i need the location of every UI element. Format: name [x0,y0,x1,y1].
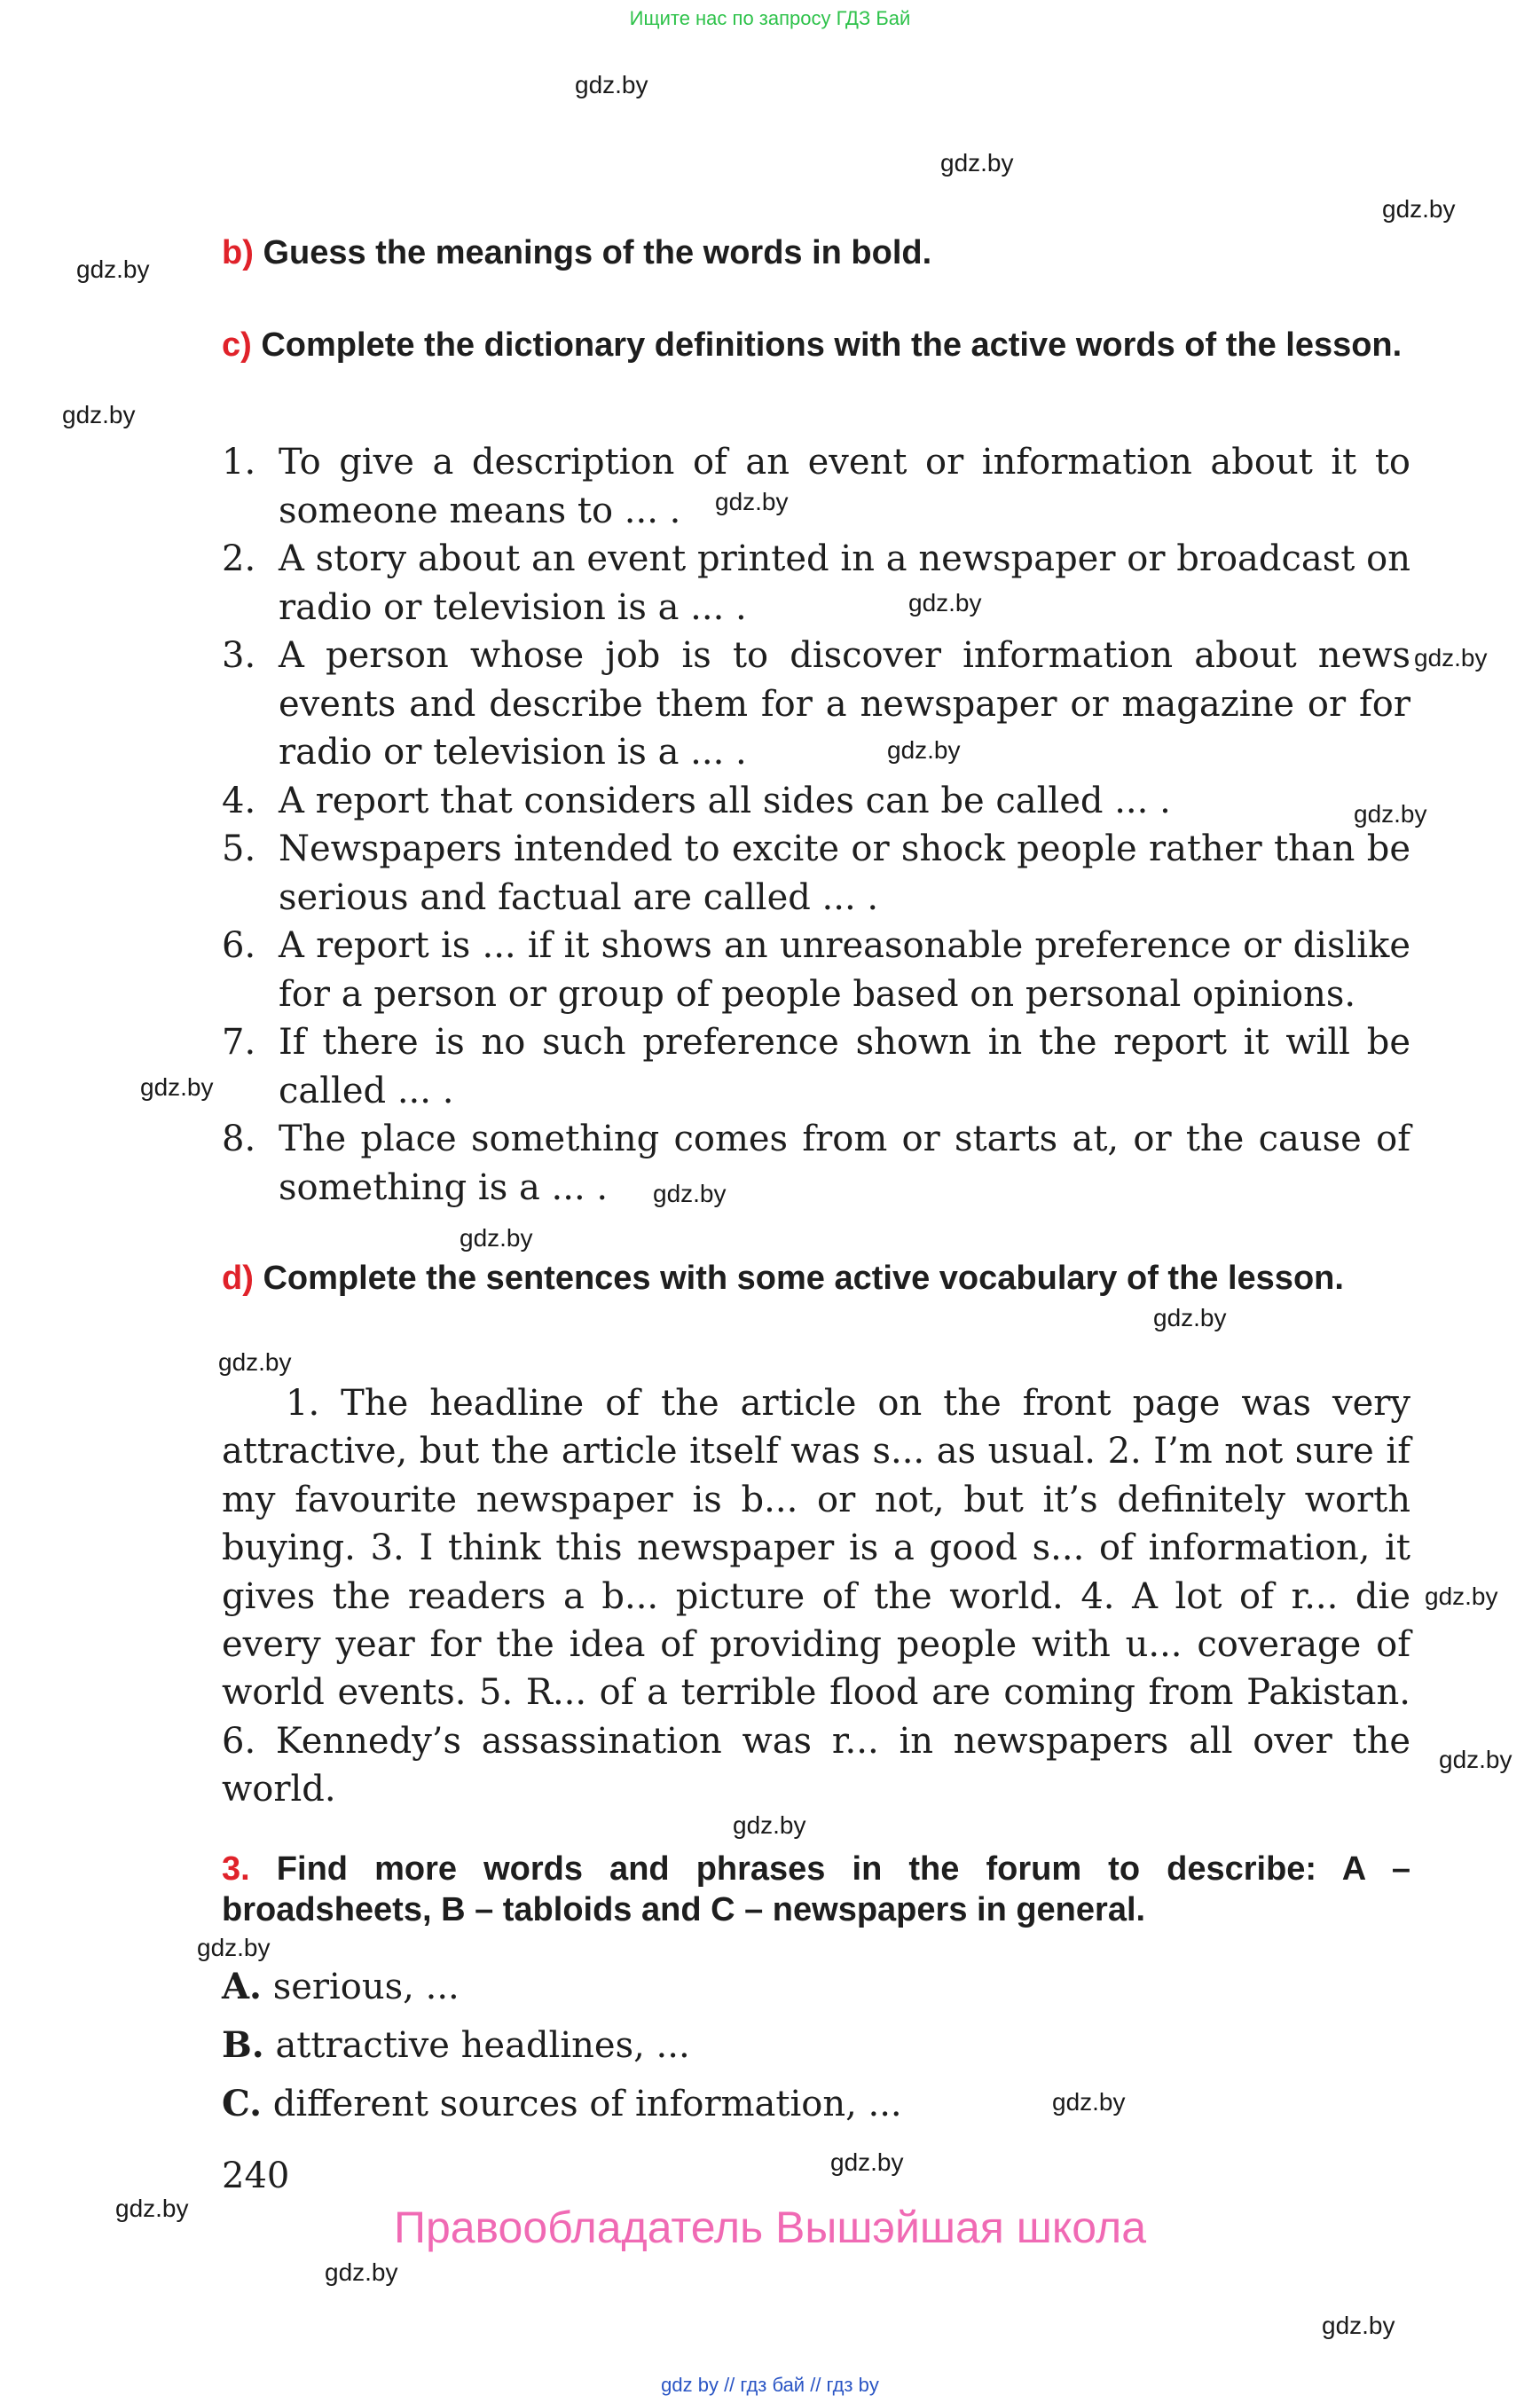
rights-holder: Правообладатель Вышэйшая школа [394,2203,1146,2252]
watermark: gdz.by [197,1934,271,1961]
watermark: gdz.by [62,401,136,428]
watermark: gdz.by [140,1073,214,1101]
item-text: To give a description of an event or information about it to someone means to ... . [279,442,1410,531]
watermark: gdz.by [218,1348,292,1376]
watermark: gdz.by [1052,2088,1126,2116]
item-number: 6. [222,925,256,966]
option-label: B. [222,2024,264,2066]
item-number: 5. [222,828,256,869]
item-text: A report that considers all sides can be called ... . [279,780,1171,821]
section-b-heading [222,232,1410,273]
section-d-heading [222,1258,1410,1299]
item-number: 2. [222,538,256,579]
section-d-text: Complete the sentences with some active vocabulary of the lesson. [263,1260,1344,1297]
definition-list [222,438,1410,1212]
list-item [222,632,1410,777]
watermark: gdz.by [1414,644,1488,671]
section-c-text: Complete the dictionary definitions with the active words of the lesson. [261,326,1402,364]
item-number: 8. [222,1119,256,1159]
section-c-heading [222,325,1410,365]
task-3-heading [222,1849,1410,1930]
watermark: gdz.by [1382,195,1456,223]
top-banner: Ищите нас по запросу ГДЗ Бай [629,7,911,29]
watermark: gdz.by [715,488,789,515]
item-number: 3. [222,635,256,676]
item-text: A report is ... if it shows an unreasonable preference or dislike for a person or group of people based on personal opinions. [279,925,1410,1015]
watermark: gdz.by [1354,800,1427,828]
item-text: The place something comes from or starts at, or the cause of something is a ... . [279,1119,1410,1208]
watermark: gdz.by [653,1180,727,1207]
watermark: gdz.by [115,2195,189,2222]
item-text: Newspapers intended to excite or shock people rather than be serious and factual are called ... . [279,828,1410,918]
task-3-number: 3. [222,1850,250,1888]
watermark: gdz.by [1322,2312,1395,2339]
watermark: gdz.by [1425,1582,1498,1610]
watermark: gdz.by [1153,1304,1227,1331]
watermark: gdz.by [887,736,961,764]
watermark: gdz.by [76,255,150,283]
section-c-letter: c) [222,326,252,364]
option-b [222,2024,690,2066]
section-b-letter: b) [222,234,254,271]
list-item [222,1115,1410,1212]
item-text: A person whose job is to discover information about news events and describe them for a newspaper or magazine or for radio or television is a ... . [279,635,1410,773]
section-b-text: Guess the meanings of the words in bold. [263,234,932,271]
task-3-text: Find more words and phrases in the forum to describe: A – broadsheets, B – tabloids and C – newspapers in general. [222,1850,1411,1928]
option-label: C. [222,2083,263,2124]
item-text: If there is no such preference shown in the report it will be called ... . [279,1022,1410,1111]
watermark: gdz.by [733,1811,806,1839]
option-label: A. [222,1966,262,2007]
option-text: different sources of information, ... [272,2084,902,2124]
watermark: gdz.by [575,71,648,98]
list-item [222,922,1410,1018]
watermark: gdz.by [460,1224,533,1252]
option-text: attractive headlines, ... [275,2025,690,2066]
watermark: gdz.by [830,2148,904,2176]
section-d-letter: d) [222,1260,254,1297]
page-number: 240 [222,2156,290,2196]
item-number: 7. [222,1022,256,1063]
watermark: gdz.by [325,2258,398,2286]
list-item [222,777,1410,826]
option-text: serious, ... [272,1967,460,2007]
footer-links[interactable]: gdz by // гдз бай // гдз by [661,2374,879,2396]
list-item [222,1018,1410,1115]
item-text: A story about an event printed in a newspaper or broadcast on radio or television is a ... . [279,538,1410,628]
watermark: gdz.by [908,589,982,616]
watermark: gdz.by [940,149,1014,177]
exercise-paragraph: 1. The headline of the article on the front page was very attractive, but the article itself was s... as usual. 2. I’m not sure if my favourite newspaper is b... or not, but it’s definitely worth buying. 3. I think this newspaper is a good s... of information, it gives the readers a b... picture of the world. 4. A lot of r... die every year for the idea of providing people with u... coverage of world events. 5. R... of a terrible flood are coming from Pakistan. 6. Kennedy’s assassination was r... in newspapers all over the world. [222,1383,1410,1810]
option-c [222,2083,902,2124]
item-number: 1. [222,442,256,483]
list-item [222,438,1410,535]
list-item [222,825,1410,922]
list-item [222,535,1410,632]
option-a [222,1966,460,2007]
watermark: gdz.by [1439,1746,1512,1773]
item-number: 4. [222,780,256,821]
